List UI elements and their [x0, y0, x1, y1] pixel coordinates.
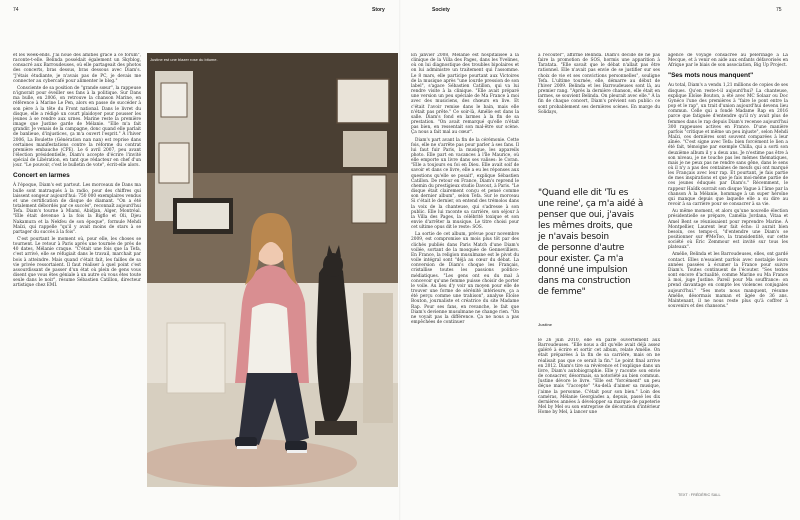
- quote-line: donné une impulsion: [538, 265, 628, 275]
- quote-line: de personne d'autre: [538, 243, 625, 253]
- right-section-label: Society: [432, 7, 450, 13]
- paragraph: Amélie, Belinda et les Barroudeuses, elles, ont gardé contact. Elles n'essaient parfois avec nostalgie leurs années passées à écumer la France pour suivre Diam's. Toutes continuent de l'écouter. "Ses textes sont encore d'actualité, comme Marine ou Ma France à moi, juge Justine. Pareil pour Ma souffrance: on prend davantage en compte les violences conjugales aujourd'hui." "Ses mots nous manquent, résume Amélie, désormais maman et âgée de 36 ans. Maintenant, il ne nous reste plus qu'à coffrer à souvenirs et des chansons.": [668, 252, 788, 310]
- paragraph: Diam's part avant la fin de la cérémonie. Cette fois, elle ne s'arrête pas pour parler à ses fans. Il lui faut fuir Paris, la musique, les appareils photo. Elle part en vacances à l'île Maurice, où elle emporte un livre dans ses valises: le Coran. "Elle a toujours eu foi en Dieu. Elle avait soif de savoir et dans ce livre, elle a eu les réponses aux questions qu'elle se posait", explique Sébastien Catillon. De retour en France, Diam's reprend le chemin du prestigieux studio Davout, à Paris. "Le disque était clairement conçu et pensé comme son dernier album", selon Tefa. Sur le morceau Si c'était le dernier, on entend des trémolos dans la voix de la chanteuse, qui s'adresse à son public. Elle lui raconte sa carrière, son séjour à la Villa des Pages, la célébrité toxique et son envie d'arrêter la musique. Le titre choisi pour cet ultime opus dit le reste: SOS.: [411, 137, 519, 231]
- paragraph: agence de voyage consacrée au pèlerinage à La Mecque, et à venir en aide aux enfants défavorisés en Afrique par le biais de son association, Big Up Project.: [668, 53, 788, 69]
- quote-line: "Quand elle dit 'Tu es: [538, 188, 629, 198]
- paragraph: Au total, Diam's a vendu 1,21 millions de copies de ses disques. Qu'en reste-t-il aujourd'hui? La chanteuse, explique Éloïse Bouton, a été avec MC Solaar ou Doc Gynéco l'une des premières à "faire le pont entre la pop et le rap", un trait d'union aujourd'hui devenu lieu commun. Celle qui a fondé Madame Rap en 2016 parce que fatiguée d'entendre qu'il n'y avait plus de femmes dans le rap depuis Diam's recense aujourd'hui 300 rappeuses actives en France. D'une manière parfois "critique et même un peu injuste", selon Mehdi Maïzi, ces dernières sont souvent comparées à leur aînée. "C'est signe avec Tefa: bien forcément le lien a été fait, témoigne par exemple Chilla, qui a sorti son deuxième album il y a deux ans. Je n'estime pas être à son niveau, je ne touche pas les mêmes thématiques, mais je ne peux pas ne rendre sans gêne, dans le sens où il n'y a pas des centaines de meufs qui ont marqué les Français avec leur rap. Et pourtant, je fais partie de mes inspirations et que je fais moi-même partie de ces jeunes éduqués par Diam's." Récemment, le rappeur Haïdk ouvrait son disque Vague à l'âme par la chanson À la Mélanie, hommage à un super héroïne qui manque depuis que laquelle elle a su dire au revoir à sa carrière pour se consacrer à sa vie.: [668, 83, 788, 208]
- article-photo: [147, 53, 398, 487]
- author-credit: TEXT : FRÉDÉRIC SALL: [678, 493, 721, 497]
- page-fold: [399, 0, 401, 520]
- article-column-3-top: [538, 53, 660, 181]
- pull-quote: [538, 188, 658, 298]
- quote-line: les mêmes droits, que: [538, 221, 633, 231]
- right-page-number: 75: [776, 7, 782, 13]
- article-column-4: [668, 53, 788, 491]
- quote-line: dans ma construction: [538, 276, 631, 286]
- paragraph: À l'époque, Diam's est partout. Les morceaux de Dans ma bulle sont matraqués à la radio, pour des chiffres qui laissent songeur aujourd'hui: 750 000 exemplaires vendus et une certification de disque de diamant. "On a été totalement débordés par ce succès", reconnaît aujourd'hui Tefa. Diam's tourne à Miami, Abidjan, Alger, Montréal. "Elle était devenue à la fois la Bigflo et Oli, Djeu Nakamura et la Nekfeu de son époque", formule Mehdi Maïzi, qui rappelle "qu'il y avait moins de stars à se partager du succès à la fois".: [13, 183, 141, 235]
- paragraph: La sortie de cet album, prévue pour novembre 2009, est compromise un mois plus tôt par des clichés publiés dans Paris Match d'une Diam's voilée, sortant de la mosquée de Gennevilliers. En France, la religion musulmane est le pivot du voile intégral sont "déjà au cœur du débat. La conversion de Diam's choque les Français, cristallise toutes les passions politico-médiatiques. "Les gens ont eu du mal à concevoir qu'une femme puisse choisir de porter le voile. Au lieu d'y voir un moyen pour elle de trouver une forme de sérénité intérieure, ça a été perçu comme une trahison", analyse Éloïse Bouton, journaliste et créatrice du site Madame Rap. Pour ses fans, en revanche, le fait que Diam's devienne musulmane ne change rien. "On ne voyait pas la différence. Ça ne nous a pas empêchées de continuer: [411, 232, 519, 325]
- quote-line: de femme": [538, 287, 586, 297]
- paragraph: Au même moment, et alors qu'une nouvelle élection présidentielle se prépare, Camélia Jordana, Vitaa et Amel Bent se réunissaient pour reprendre Marine. À Montpellier, Laurent leur fait écho: il aurait bien besoin, ces temps-ci, "d'entendre une Diam's se positionner sur #MeToo, la transidentité, sur cette société où Éric Zemmour est invité sur tous les plateaux".: [668, 209, 788, 251]
- paragraph: C'est pourtant le moment où, pour elle, les choses se tournent. Le retour à Paris après une tournée de près de 40 dates, Mélanie craque. "C'était une fois que la Tefa, c'est arrivé, elle se réfugiait dans le travail, marchait par bois à atteindre. Mais quand c'était fait, les failles de sa vie privée ressortaient. Il faut réaliser à quel point c'est assourdissant de passer d'un état où plein de gens vous disent que vous êtes géniale à un autre où vous êtes toute seule dans le noir", résume Sébastien Catillon, directeur artistique chez EMI.: [13, 237, 141, 289]
- article-column-2: [411, 53, 519, 513]
- paragraph: et les week-ends. J'ai noué des amitiés grâce à ce forum", raconte-t-elle. Belinda possédait également un Skyblog, consacré aux Barroudeuses, où elle partageait des photos des concerts, bras dessus, bras dessous avec Diam's. "J'étais étudiante, je n'avais pas de PC, je devais me connecter au cybercafé pour alimenter le blog.": [13, 53, 141, 84]
- paragraph: En janvier 2008, Mélanie est hospitalisée à la clinique de la Villa des Pages, dans les Yvelines, où on lui diagnostique des troubles bipolaires et on lui administre un traitement qui l'assomme. Le 8 mars, elle participe pourtant aux Victoires de la musique après "une lourde pression de son label", s'agace Sébastien Catillon, qui va lui rendre visite à la clinique. "Elle avait préparé une version un peu spéciale de Ma France à moi avec des musiciens, des chœurs en live. Et c'était l'avoir remise dans le bain, mais elle n'était pas prête." Ce soir-là, Amélie est dans la salle. Diam's fond en larmes à la fin de sa prestation. "On avait remarqué qu'elle n'était pas bien, en ressentait son mal-être sur scène. Ça nous a fait mal au cœur".: [411, 53, 519, 136]
- subheading-concert: Concert en larmes: [13, 172, 70, 180]
- left-page-number: 74: [13, 7, 19, 13]
- photo-illustration: [147, 53, 398, 487]
- photo-caption: Justine est une blazer rose du bitume.: [150, 57, 218, 62]
- quote-author: Justine: [538, 322, 553, 327]
- left-section-label: Story: [372, 7, 385, 13]
- quote-line: je n'avais besoin: [538, 232, 609, 242]
- subheading-ses-mots: "Ses mots nous manquent": [668, 72, 754, 80]
- quote-line: une reine', ça m'a aidé à: [538, 199, 644, 209]
- quote-line: pour exister. Ça m'a: [538, 254, 624, 264]
- paragraph: le 26 juin 2010, elle en parle ouvertement aux Barroudeuses. "Elle nous a dit qu'elle avait déjà assez galéré à écrire et sortir cet album, relate Amélie. On était préparées à la fin de sa carrière, mais on ne réalisait pas que ce serait la fin." Le point final arrive en 2012. Diam's tire sa révérence et l'explique dans un livre, Diam's autobiographie. Elle y raconte son envie de consacrer, désormais, sa notoriété au bien commun. Justine dévore le livre. "Elle est "forcément" un peu déçue mais "l'accepte" "Au-delà d'aimer sa musique, j'aime la personne. C'était pour son bien." Loin des caméras, Mélanie Georgiades a, depuis, passé les dix dernières années à développer sa marque de papeterie Mel by Mel ou son entreprise de décoration d'intérieur Home by Mel, à lancer une: [538, 338, 660, 416]
- article-column-1: [13, 53, 141, 513]
- article-column-3-bottom: [538, 338, 660, 513]
- paragraph: à l'écouter", affirme Belinda. Diam's décide de ne pas faire la promotion de SOS, hormis une apparition à Taratata. "Elle savait que le débat n'allait pas être rationnel. Elle n'avait pas envie de se justifier sur ses choix de vie et ses convictions personnelles", souligne Tefa. L'ultime tournée, elle, démarre au début de l'hiver 2009. Belinda et les Barroudeuses sont là, au premier rang. "Après la dernière chanson, elle était en larmes, se souvient Belinda. On pleurait avec elle." À la fin de chaque concert, Diam's prévient son public: ce sont probablement ses dernières scènes. En marge du Solidays,: [538, 53, 660, 115]
- quote-line: penser que oui, j'avais: [538, 210, 634, 220]
- paragraph: Consciente de sa position de "grande sœur", la rappeuse n'ignorait pour éveiller ses fans à la politique. Sur Dans ma bulle, en 2006, on retrouve la chanson Marine, en référence à Marine Le Pen, alors en passe de succéder à son père à la tête du Front national. Dans le livret du disque, elle a rédigé un court plaidoyer pour pousser les jeunes à se rendre aux urnes. Marine reste la première image que Justine garde de Mélanie. "Elle m'a fait grandir. Je venais de la campagne, donc quand elle parlait de banlieue, d'injustices, ça m'a ouvert l'esprit." À l'hiver 2006, La Boulette (Génération nan nan) est reprise dans certaines manifestations contre la réforme du contrat première embauche (CPE). Le 6 avril 2007, peu avant l'élection présidentielle, Diam's accepte d'écrire l'invité spécial de Libération, en tant que rédacteur en chef d'un jour. "Le pouvoir, c'est le bulletin de vote", écrit-elle alors.: [13, 85, 141, 169]
